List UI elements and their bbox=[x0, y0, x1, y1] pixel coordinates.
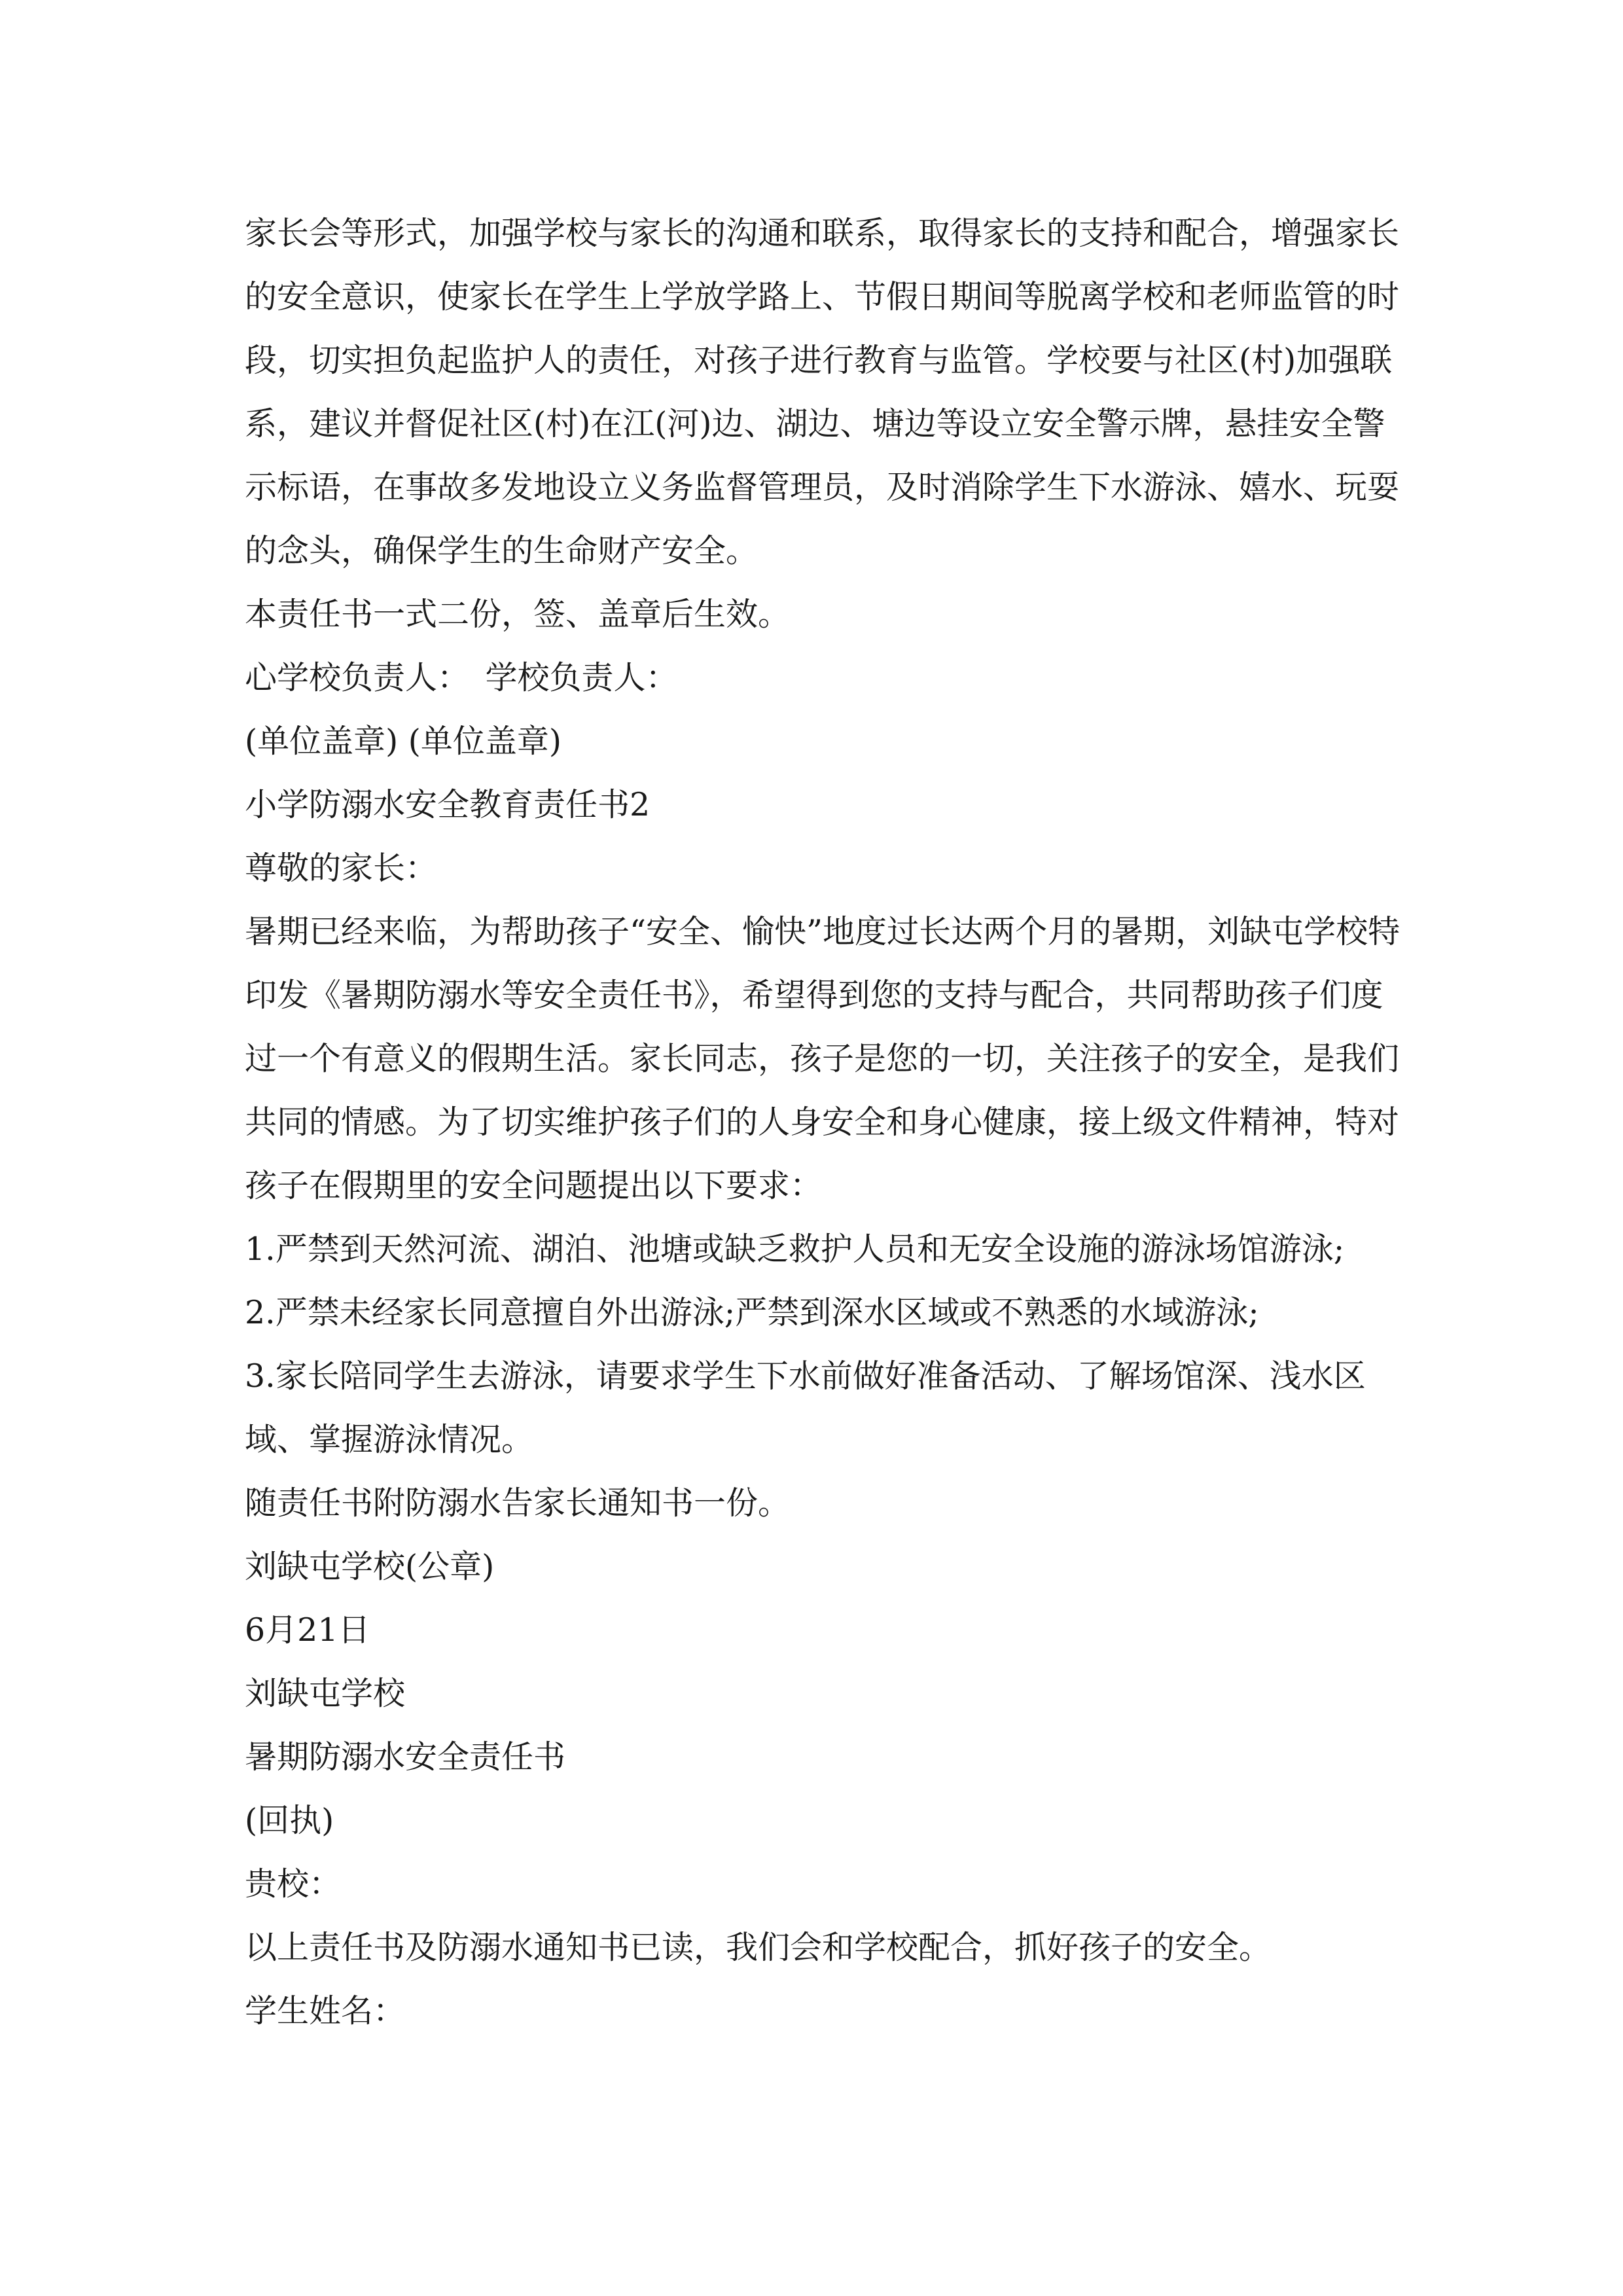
receipt-salutation: 贵校： bbox=[245, 1865, 342, 1903]
receipt-statement: 以上责任书及防溺水通知书已读，我们会和学校配合，抓好孩子的安全。 bbox=[245, 1929, 1272, 1966]
salutation: 尊敬的家长： bbox=[245, 850, 438, 887]
requirement-item-2: 2.严禁未经家长同意擅自外出游泳;严禁到深水区域或不熟悉的水域游泳; bbox=[245, 1294, 1259, 1331]
requirement-item-3: 3.家长陪同学生去游泳，请要求学生下水前做好准备活动、了解场馆深、浅水区域、掌握游泳情况。 bbox=[245, 1357, 1366, 1458]
paragraph-attachment-note: 随责任书附防溺水告家长通知书一份。 bbox=[245, 1484, 791, 1522]
document-body bbox=[245, 202, 1410, 2043]
paragraph-intro: 暑期已经来临，为帮助孩子“安全、愉快”地度过长达两个月的暑期，刘缺屯学校特印发《暑期防溺水等安全责任书》，希望得到您的支持与配合，共同帮助孩子们度过一个有意义的假期生活。家长同志，孩子是您的一切，关注孩子的安全，是我们共同的情感。为了切实维护孩子们的人身安全和身心健康，接上级文件精神，特对孩子在假期里的安全问题提出以下要求： bbox=[245, 913, 1400, 1204]
paragraph-copies-note: 本责任书一式二份，签、盖章后生效。 bbox=[245, 596, 791, 633]
receipt-title: 暑期防溺水安全责任书 bbox=[245, 1738, 566, 1776]
requirement-item-1: 1.严禁到天然河流、湖泊、池塘或缺乏救护人员和无安全设施的游泳场馆游泳; bbox=[245, 1230, 1345, 1268]
school-name: 刘缺屯学校 bbox=[245, 1675, 406, 1712]
paragraph-seals: (单位盖章) (单位盖章) bbox=[245, 723, 562, 760]
student-name-field: 学生姓名： bbox=[245, 1992, 406, 2030]
section-title: 小学防溺水安全教育责任书2 bbox=[245, 786, 651, 823]
school-seal-line: 刘缺屯学校(公章) bbox=[245, 1548, 495, 1585]
date-line: 6月21日 bbox=[245, 1611, 370, 1649]
paragraph-parent-communication: 家长会等形式，加强学校与家长的沟通和联系，取得家长的支持和配合，增强家长的安全意识，使家长在学生上学放学路上、节假日期间等脱离学校和老师监管的时段，切实担负起监护人的责任，对孩子进行教育与监管。学校要与社区(村)加强联系，建议并督促社区(村)在江(河)边、湖边、塘边等设立安全警示牌，悬挂安全警示标语，在事故多发地设立义务监督管理员，及时消除学生下水游泳、嬉水、玩耍的念头，确保学生的生命财产安全。 bbox=[245, 215, 1400, 569]
paragraph-signatories: 心学校负责人： 学校负责人： bbox=[245, 659, 678, 696]
receipt-label: (回执) bbox=[245, 1802, 334, 1839]
